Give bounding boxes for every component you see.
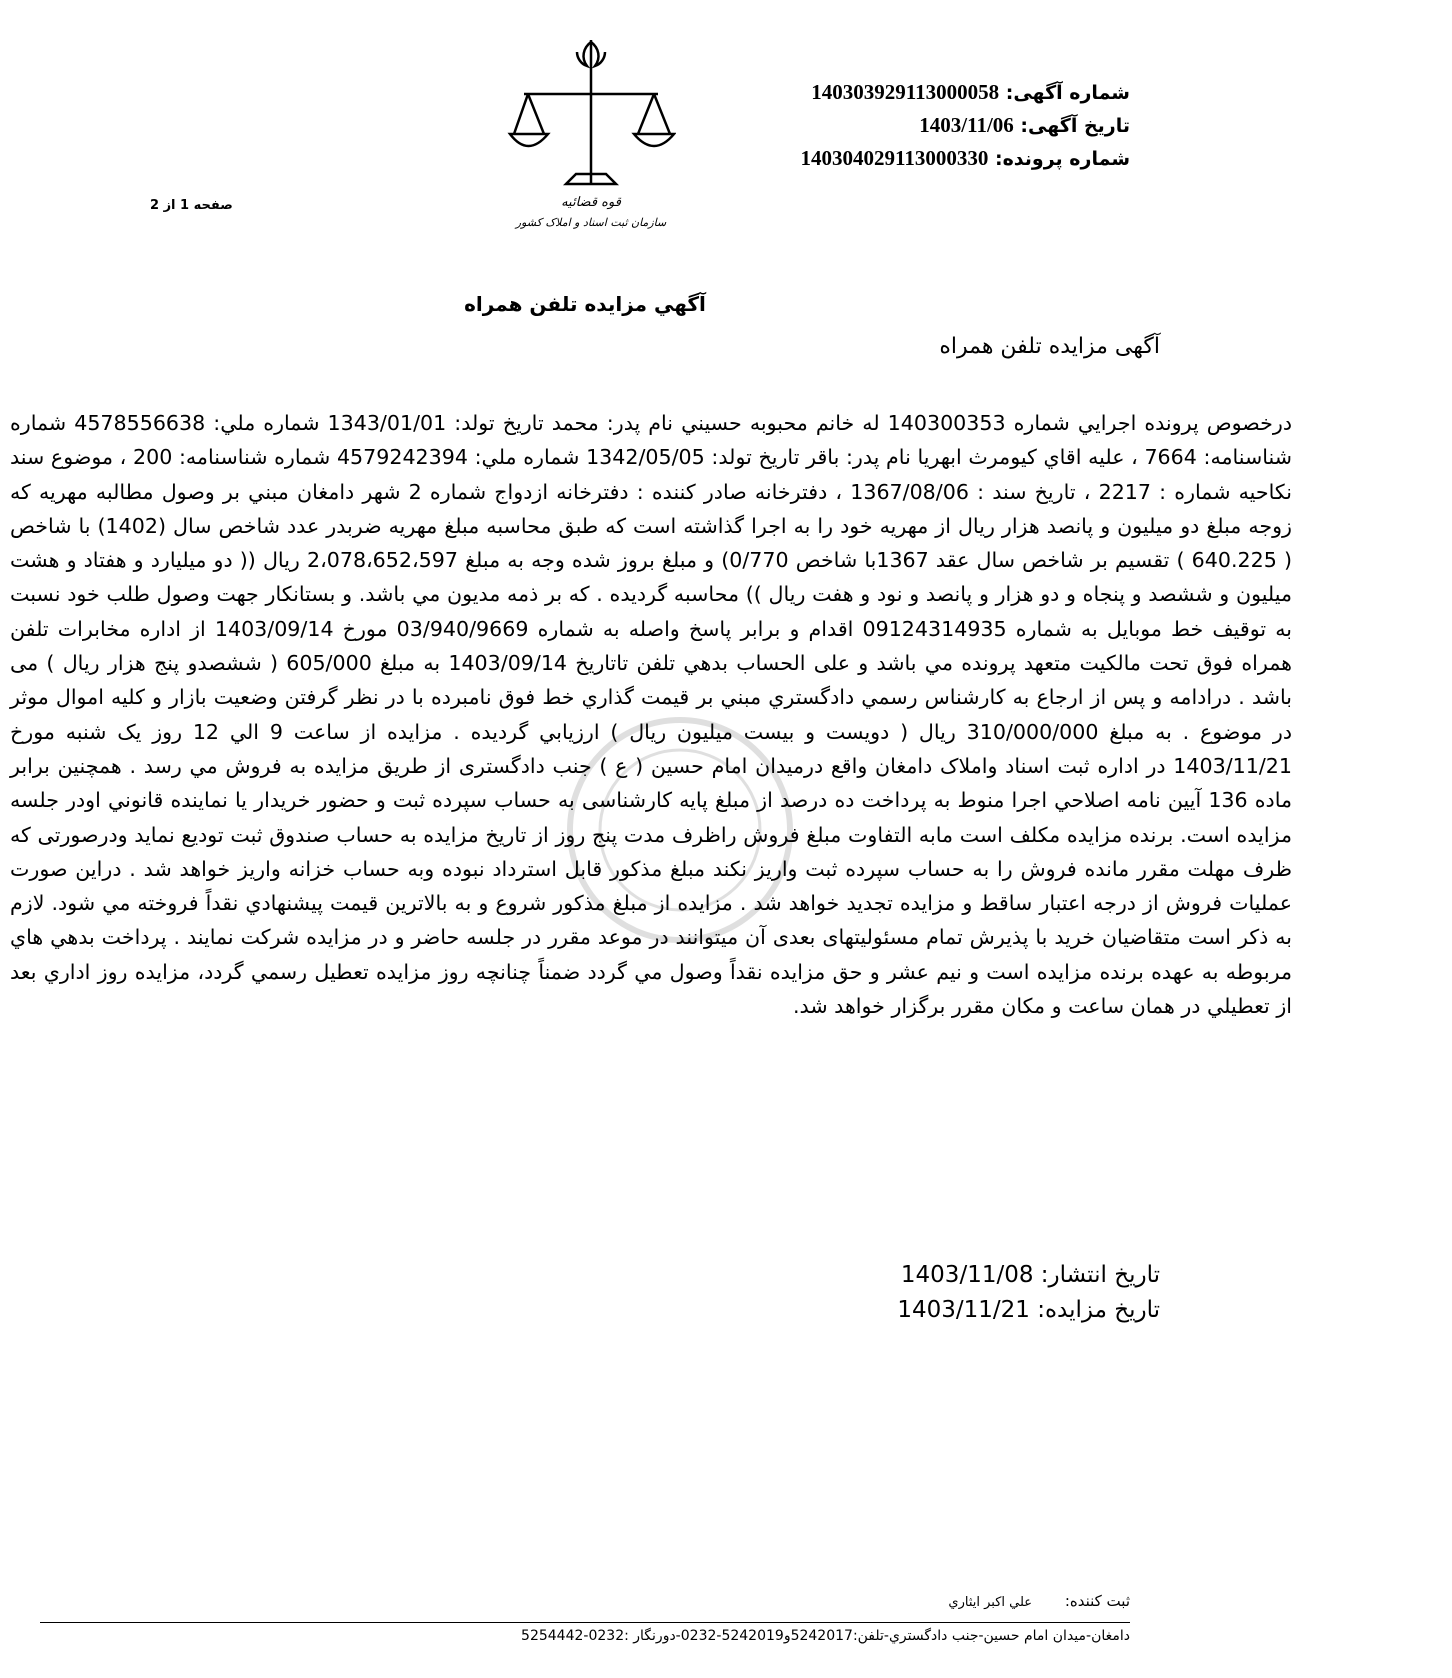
ad-number: 140303929113000058 bbox=[811, 80, 1000, 104]
ad-date-label: تاریخ آگهی: bbox=[1020, 115, 1130, 137]
ad-metadata bbox=[801, 76, 1130, 175]
registrar bbox=[948, 1592, 1130, 1610]
registrar-name: علي اكبر ايثاري bbox=[948, 1595, 1033, 1610]
publication-date: 1403/11/08 bbox=[900, 1262, 1034, 1288]
auction-date-row bbox=[897, 1293, 1160, 1328]
ad-date-row bbox=[801, 109, 1130, 142]
emblem-line1: قوه قضائیه bbox=[561, 195, 621, 210]
scales-of-justice-icon bbox=[506, 34, 676, 234]
auction-date-label: تاریخ مزایده: bbox=[1037, 1297, 1160, 1323]
page-number: صفحه 1 از 2 bbox=[150, 198, 233, 213]
page-subtitle: آگهی مزایده تلفن همراه bbox=[939, 334, 1160, 359]
registrar-label: ثبت كننده: bbox=[1064, 1592, 1130, 1610]
ad-date: 1403/11/06 bbox=[919, 113, 1014, 137]
case-number-label: شماره پرونده: bbox=[994, 148, 1130, 170]
ad-number-row bbox=[801, 76, 1130, 109]
emblem-line2: سازمان ثبت اسناد و املاک کشور bbox=[515, 216, 667, 229]
footer-address: دامغان-ميدان امام حسين-جنب دادگستري-تلفن:5242017و5242019-0232-دورنگار :0232-5254442 bbox=[521, 1628, 1130, 1644]
publication-date-row bbox=[897, 1258, 1160, 1293]
publication-date-label: تاریخ انتشار: bbox=[1040, 1262, 1160, 1288]
footer-divider bbox=[40, 1622, 1130, 1623]
judiciary-emblem bbox=[506, 34, 676, 234]
page-title: آگهي مزايده تلفن همراه bbox=[464, 292, 706, 316]
case-number: 140304029113000330 bbox=[800, 146, 989, 170]
ad-number-label: شماره آگهی: bbox=[1005, 82, 1130, 104]
auction-date: 1403/11/21 bbox=[897, 1297, 1030, 1323]
publication-dates bbox=[897, 1258, 1160, 1328]
auction-body-text: درخصوص پرونده اجرايي شماره 140300353 له خانم محبوبه حسيني نام پدر: محمد تاريخ تولد: 1343/01/01 شماره ملي: 4578556638 شماره شناسنامه: 7664 ، عليه اقاي كيومرث ابهريا نام پدر: باقر تاريخ تولد: 1342/05/05 شماره ملي: 4579242394 شماره شناسنامه: 200 ، موضوع سند نكاحيه شماره : 2217 ، تاريخ سند : 1367/08/06 ، دفترخانه صادر كننده : دفترخانه ازدواج شماره 2 شهر دامغان مبني بر وصول مطالبه مهريه كه زوجه مبلغ دو ميليون و پانصد هزار ريال از مهريه خود را به اجرا گذاشته است كه طبق محاسبه مبلغ مهريه ضربدر عدد شاخص سال (1402) با شاخص ( 640.225 ) تقسيم بر شاخص سال عقد 1367با شاخص 0/770) و مبلغ بروز شده وجه به مبلغ 2،078،652،597 ريال (( دو ميليارد و هفتاد و هشت ميليون و ششصد و پنجاه و دو هزار و پانصد و نود و هفت ريال )) محاسبه گرديده . كه بر ذمه مديون مي باشد. و بستانكار جهت وصول طلب خود نسبت به توقيف خط موبايل به شماره 09124314935 اقدام و برابر پاسخ واصله به شماره 03/940/9669 مورخ 1403/09/14 از اداره مخابرات تلفن همراه فوق تحت مالكيت متعهد پرونده مي باشد و علی الحساب بدهي تلفن تاتاريخ 1403/09/14 به مبلغ 605/000 ( ششصدو پنج هزار ريال ) می باشد . درادامه و پس از ارجاع به كارشناس رسمي دادگستري مبني بر قيمت گذاري خط فوق نامبرده با در نظر گرفتن وضعيت بازار و كليه اموال موثر در موضوع . به مبلغ 310/000/000 ريال ( دويست و بيست ميليون ريال ) ارزيابي گرديده . مزايده از ساعت 9 الي 12 روز يک شنبه مورخ 1403/11/21 در اداره ثبت اسناد واملاک دامغان واقع درميدان امام حسين ( ع ) جنب دادگستری از طريق مزايده به فروش مي رسد . همچنين برابر ماده 136 آيين نامه اصلاحي اجرا منوط به پرداخت ده درصد از مبلغ پايه كارشناسی به حساب سپرده ثبت و حضور خريدار يا نماينده قانوني اودر جلسه مزايده است. برنده مزايده مكلف است مابه التفاوت مبلغ فروش راظرف مدت پنج روز از تاريخ مزايده به حساب صندوق ثبت توديع نمايد ودرصورتی كه ظرف مهلت مقرر مانده فروش را به حساب سپرده ثبت واريز نكند مبلغ مذكور قابل استرداد نبوده وبه حساب خزانه واريز خواهد شد . دراين صورت عمليات فروش از درجه اعتبار ساقط و مزايده تجديد خواهد شد . مزايده از مبلغ مذكور شروع و به بالاترين قيمت پيشنهادي نقداً فروخته مي شود. لازم به ذكر است متقاضيان خريد با پذيرش تمام مسئوليتهای بعدی آن ميتوانند در موعد مقرر در جلسه حاضر و در مزايده شركت نمايند . پرداخت بدهي هاي مربوطه به عهده برنده مزايده است و نيم عشر و حق مزايده نقداً وصول مي گردد ضمناً چنانچه روز مزايده تعطيل رسمي گردد، مزايده روز اداري بعد از تعطيلي در همان ساعت و مكان مقرر برگزار خواهد شد. bbox=[10, 411, 1293, 1019]
case-number-row bbox=[801, 142, 1130, 175]
